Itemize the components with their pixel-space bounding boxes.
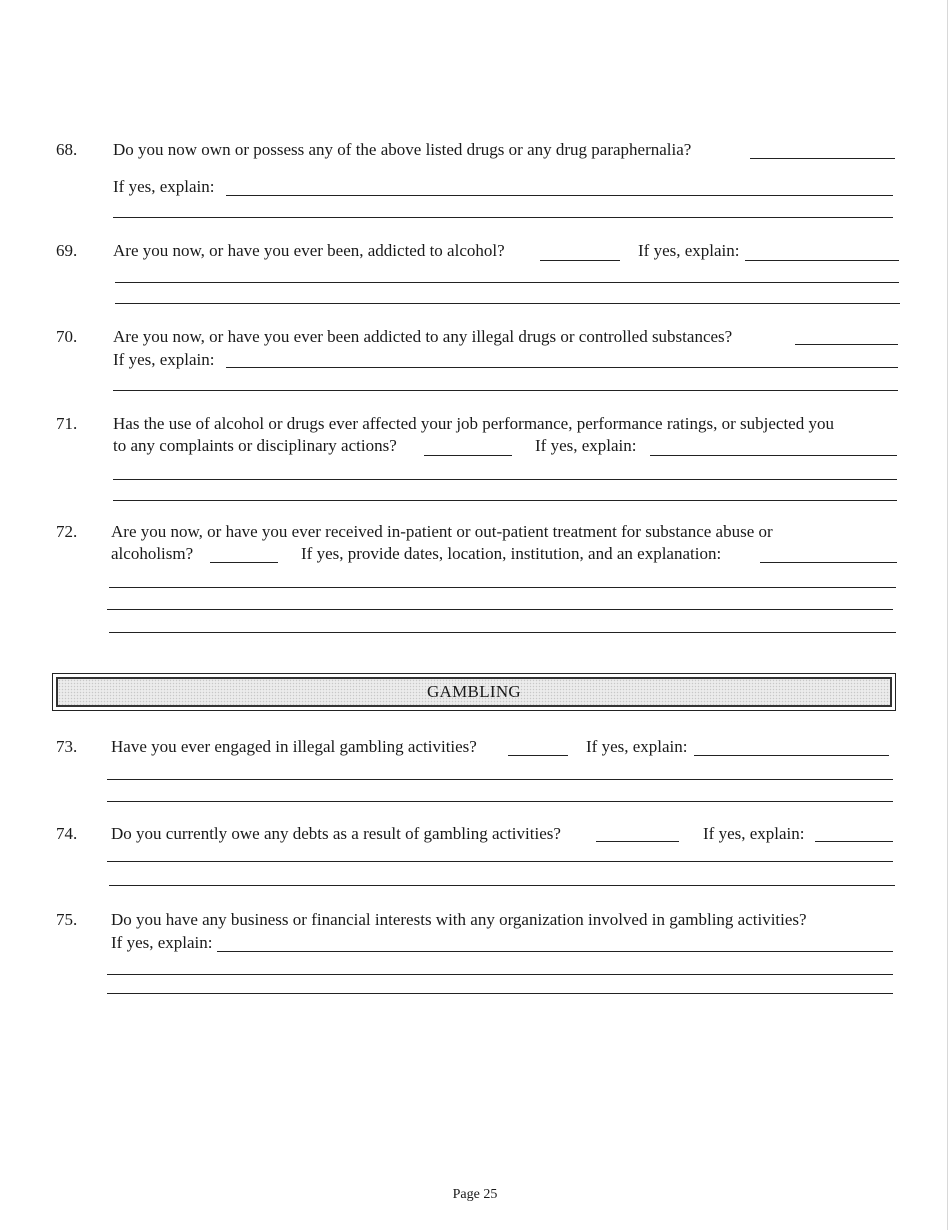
explain-field[interactable] [760,562,897,563]
question-number: 72. [56,522,78,541]
page-number: Page 25 [452,1187,498,1202]
question-number: 73. [56,737,78,756]
section-banner [52,673,896,711]
question-explain-label: If yes, explain: [586,737,688,756]
explain-field[interactable] [113,479,897,480]
question-explain-label: If yes, provide dates, location, institution, and an explanation: [301,544,722,563]
explain-field[interactable] [107,609,893,610]
question-number: 71. [56,414,78,433]
answer-field[interactable] [540,260,620,261]
explain-field[interactable] [217,951,893,952]
explain-field[interactable] [107,974,893,975]
question-text: Are you now, or have you ever been, addicted to alcohol? [113,241,505,260]
explain-field[interactable] [107,801,893,802]
question-number: 75. [56,910,78,929]
explain-field[interactable] [109,885,895,886]
explain-field[interactable] [815,841,893,842]
question-number: 69. [56,241,78,260]
question-text: Has the use of alcohol or drugs ever affected your job performance, performance ratings, or subjected you [113,414,834,433]
question-text: Do you now own or possess any of the above listed drugs or any drug paraphernalia? [113,140,692,159]
question-text: Do you currently owe any debts as a result of gambling activities? [111,824,561,843]
explain-field[interactable] [113,390,898,391]
explain-field[interactable] [109,587,896,588]
question-number: 70. [56,327,78,346]
answer-field[interactable] [424,455,512,456]
question-explain-label: If yes, explain: [113,350,215,369]
answer-field[interactable] [795,344,898,345]
question-explain-label: If yes, explain: [113,177,215,196]
explain-field[interactable] [745,260,899,261]
question-text: Do you have any business or financial interests with any organization involved in gambling activities? [111,910,807,929]
answer-field[interactable] [750,158,895,159]
explain-field[interactable] [650,455,897,456]
question-number: 68. [56,140,78,159]
explain-field[interactable] [107,779,893,780]
section-title: GAMBLING [426,682,521,701]
question-number: 74. [56,824,78,843]
explain-field[interactable] [226,367,898,368]
question-text: Are you now, or have you ever received in-patient or out-patient treatment for substance abuse or [111,522,773,541]
question-text: alcoholism? [111,544,194,563]
question-explain-label: If yes, explain: [111,933,213,952]
explain-field[interactable] [115,282,899,283]
explain-field[interactable] [115,303,900,304]
question-explain-label: If yes, explain: [535,436,637,455]
question-explain-label: If yes, explain: [703,824,805,843]
explain-field[interactable] [113,217,893,218]
answer-field[interactable] [508,755,568,756]
question-text: to any complaints or disciplinary actions? [113,436,397,455]
answer-field[interactable] [210,562,278,563]
explain-field[interactable] [107,993,893,994]
explain-field[interactable] [107,861,893,862]
explain-field[interactable] [226,195,893,196]
scan-edge [947,0,948,1230]
question-text: Have you ever engaged in illegal gambling activities? [111,737,477,756]
explain-field[interactable] [113,500,897,501]
explain-field[interactable] [109,632,896,633]
question-text: Are you now, or have you ever been addicted to any illegal drugs or controlled substances? [113,327,733,346]
answer-field[interactable] [596,841,679,842]
question-explain-label: If yes, explain: [638,241,740,260]
explain-field[interactable] [694,755,889,756]
